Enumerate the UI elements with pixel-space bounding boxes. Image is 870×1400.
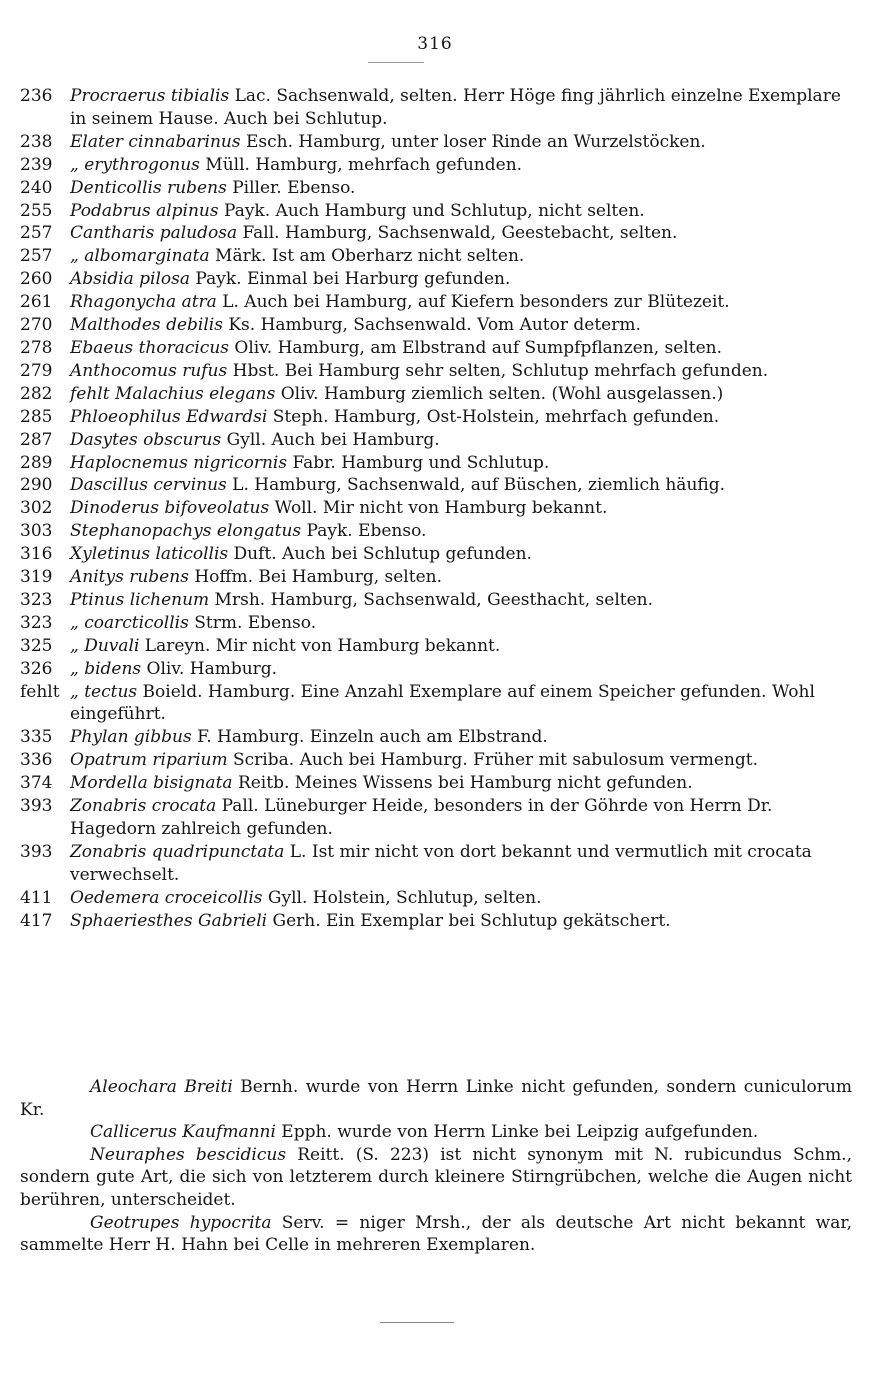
entry-text: Lac. Sachsenwald, selten. Herr Höge fing jährlich einzelne Exemplare in seinem Hause. Auch bei Schlutup. <box>70 86 841 129</box>
entry-number: 323 <box>20 589 53 610</box>
entry-number: 411 <box>20 887 53 908</box>
entry-number: 319 <box>20 567 53 588</box>
note-paragraph <box>20 1121 852 1144</box>
entry-number: 261 <box>20 292 53 313</box>
species-entry <box>20 360 852 383</box>
entry-number: 239 <box>20 154 53 175</box>
species-entry <box>20 681 852 727</box>
species-name: Stephanopachys elongatus <box>70 521 302 542</box>
page-number: 316 <box>417 34 453 54</box>
entry-number: 326 <box>20 658 53 679</box>
entry-text: Duft. Auch bei Schlutup gefunden. <box>228 544 532 565</box>
notes-section <box>20 1076 852 1257</box>
note-species-name: Neuraphes bescidicus <box>90 1144 287 1165</box>
species-entry <box>20 383 852 406</box>
species-entry <box>20 222 852 245</box>
entry-text: Strm. Ebenso. <box>188 612 317 633</box>
entry-number: 238 <box>20 131 53 152</box>
species-entry <box>20 245 852 268</box>
species-name: „ Duvali <box>70 635 140 656</box>
species-entry <box>20 772 852 795</box>
species-entry <box>20 154 852 177</box>
entry-number: 323 <box>20 612 53 633</box>
species-name: fehlt Malachius elegans <box>70 383 276 404</box>
entry-number: 278 <box>20 337 53 358</box>
note-text: Reitt. (S. 223) ist nicht synonym mit N. rubicundus Schm., sondern gute Art, die sich von letzterem durch kleinere Stirngrübchen, welche die Augen nicht berühren, unterscheidet. <box>20 1144 852 1210</box>
entry-text: Hbst. Bei Hamburg sehr selten, Schlutup mehrfach gefunden. <box>227 360 769 381</box>
species-entry <box>20 177 852 200</box>
species-name: Zonabris crocata <box>70 796 217 817</box>
entry-number: 287 <box>20 429 53 450</box>
species-name: Dasytes obscurus <box>70 429 222 450</box>
entry-number: 374 <box>20 773 53 794</box>
entry-text: Müll. Hamburg, mehrfach gefunden. <box>199 154 523 175</box>
species-name: Absidia pilosa <box>70 269 191 290</box>
entry-text: Fall. Hamburg, Sachsenwald, Geestebacht, selten. <box>237 223 678 244</box>
entry-number: 285 <box>20 406 53 427</box>
species-name: Ebaeus thoracicus <box>70 337 229 358</box>
species-name: Anitys rubens <box>70 567 189 588</box>
species-name: Anthocomus rufus <box>70 360 228 381</box>
species-entry <box>20 658 852 681</box>
note-text: Bernh. wurde von Herrn Linke nicht gefunden, sondern cuniculorum Kr. <box>20 1077 852 1120</box>
entry-text: Pall. Lüneburger Heide, besonders in der Göhrde von Herrn Dr. Hagedorn zahlreich gefunden. <box>70 796 773 839</box>
entry-text: Gyll. Holstein, Schlutup, selten. <box>262 887 542 908</box>
entry-number: 279 <box>20 360 53 381</box>
entry-text: Mrsh. Hamburg, Sachsenwald, Geesthacht, selten. <box>209 589 654 610</box>
species-entry <box>20 887 852 910</box>
species-name: „ tectus <box>70 681 138 702</box>
entry-text: Payk. Auch Hamburg und Schlutup, nicht selten. <box>218 200 645 221</box>
species-entry <box>20 314 852 337</box>
species-entry <box>20 589 852 612</box>
species-name: Opatrum riparium <box>70 750 228 771</box>
top-rule <box>368 62 424 63</box>
entry-number: 336 <box>20 750 53 771</box>
entry-text: Oliv. Hamburg ziemlich selten. (Wohl ausgelassen.) <box>275 383 724 404</box>
entry-text: Payk. Einmal bei Harburg gefunden. <box>190 269 511 290</box>
entry-text: Scriba. Auch bei Hamburg. Früher mit sabulosum vermengt. <box>227 750 758 771</box>
entry-text: Reitb. Meines Wissens bei Hamburg nicht gefunden. <box>232 773 693 794</box>
entry-number: 316 <box>20 544 53 565</box>
entry-text: Esch. Hamburg, unter loser Rinde an Wurzelstöcken. <box>240 131 706 152</box>
species-entry <box>20 841 852 887</box>
species-name: Podabrus alpinus <box>70 200 219 221</box>
species-name: Mordella bisignata <box>70 773 233 794</box>
species-entry <box>20 291 852 314</box>
species-name: Phylan gibbus <box>70 727 192 748</box>
entry-text: Ks. Hamburg, Sachsenwald. Vom Autor determ. <box>222 315 641 336</box>
species-name: Xyletinus laticollis <box>70 544 229 565</box>
note-species-name: Geotrupes hypocrita <box>90 1212 272 1233</box>
species-entry <box>20 85 852 131</box>
species-entry <box>20 520 852 543</box>
entry-number: 240 <box>20 177 53 198</box>
entry-number: 255 <box>20 200 53 221</box>
entry-number: 302 <box>20 498 53 519</box>
species-name: Procraerus tibialis <box>70 86 230 106</box>
entry-text: Oliv. Hamburg, am Elbstrand auf Sumpfpflanzen, selten. <box>229 337 722 358</box>
species-entry <box>20 910 852 933</box>
species-entry <box>20 429 852 452</box>
entry-text: Payk. Ebenso. <box>301 521 427 542</box>
entry-text: Fabr. Hamburg und Schlutup. <box>287 452 550 473</box>
entry-text: F. Hamburg. Einzeln auch am Elbstrand. <box>191 727 548 748</box>
entry-text: Märk. Ist am Oberharz nicht selten. <box>209 246 525 267</box>
note-species-name: Callicerus Kaufmanni <box>90 1122 276 1143</box>
entry-number: 257 <box>20 223 53 244</box>
note-text: Serv. = niger Mrsh., der als deutsche Art nicht bekannt war, sammelte Herr H. Hahn bei Celle in mehreren Exemplaren. <box>20 1212 852 1256</box>
entry-text: Woll. Mir nicht von Hamburg bekannt. <box>269 498 608 519</box>
entry-text: L. Auch bei Hamburg, auf Kiefern besonders zur Blütezeit. <box>216 292 730 313</box>
species-entry <box>20 131 852 154</box>
species-entry <box>20 200 852 223</box>
species-entry <box>20 406 852 429</box>
note-paragraph <box>20 1076 852 1121</box>
species-name: Phloeophilus Edwardsi <box>70 406 268 427</box>
species-name: Haplocnemus nigricornis <box>70 452 288 473</box>
entry-number: 260 <box>20 269 53 290</box>
entry-text: L. Ist mir nicht von dort bekannt und vermutlich mit crocata verwechselt. <box>70 841 812 885</box>
species-name: Sphaeriesthes Gabrieli <box>70 910 268 931</box>
species-name: Oedemera croceicollis <box>70 887 263 908</box>
entry-text: Gyll. Auch bei Hamburg. <box>221 429 440 450</box>
note-paragraph <box>20 1212 852 1257</box>
species-name: „ coarcticollis <box>70 612 189 633</box>
entry-number: 282 <box>20 383 53 404</box>
species-name: „ erythrogonus <box>70 154 200 175</box>
entry-text: Steph. Hamburg, Ost-Holstein, mehrfach gefunden. <box>267 406 720 427</box>
entry-number: 393 <box>20 796 53 817</box>
note-species-name: Aleochara Breiti <box>90 1077 233 1097</box>
species-entry <box>20 566 852 589</box>
species-name: Elater cinnabarinus <box>70 131 241 152</box>
entry-text: Boield. Hamburg. Eine Anzahl Exemplare auf einem Speicher gefunden. Wohl eingeführt. <box>70 681 815 725</box>
entry-text: Piller. Ebenso. <box>226 177 356 198</box>
entry-text: L. Hamburg, Sachsenwald, auf Büschen, ziemlich häufig. <box>226 475 726 496</box>
species-entry <box>20 635 852 658</box>
species-name: Denticollis rubens <box>70 177 227 198</box>
species-entry <box>20 795 852 841</box>
entry-number: 417 <box>20 910 53 931</box>
note-text: Epph. wurde von Herrn Linke bei Leipzig aufgefunden. <box>275 1122 759 1143</box>
entry-number: 303 <box>20 521 53 542</box>
species-name: Rhagonycha atra <box>70 292 217 313</box>
entry-text: Oliv. Hamburg. <box>141 658 278 679</box>
entry-number: fehlt <box>20 681 60 702</box>
species-entry <box>20 474 852 497</box>
species-name: „ albomarginata <box>70 246 210 267</box>
species-entry <box>20 543 852 566</box>
species-entry <box>20 497 852 520</box>
entry-number: 257 <box>20 246 53 267</box>
species-name: Dascillus cervinus <box>70 475 227 496</box>
entry-number: 393 <box>20 841 53 862</box>
species-entry <box>20 726 852 749</box>
note-paragraph <box>20 1144 852 1212</box>
species-name: „ bidens <box>70 658 142 679</box>
entry-text: Hoffm. Bei Hamburg, selten. <box>188 567 442 588</box>
species-entry <box>20 337 852 360</box>
entry-text: Lareyn. Mir nicht von Hamburg bekannt. <box>139 635 501 656</box>
species-name: Zonabris quadripunctata <box>70 841 285 862</box>
species-entry <box>20 612 852 635</box>
species-name: Cantharis paludosa <box>70 223 238 244</box>
species-entry <box>20 749 852 772</box>
entry-number: 290 <box>20 475 53 496</box>
entry-number: 270 <box>20 315 53 336</box>
entry-text: Gerh. Ein Exemplar bei Schlutup gekätschert. <box>267 910 671 931</box>
species-name: Dinoderus bifoveolatus <box>70 498 270 519</box>
species-list <box>20 85 852 933</box>
species-entry <box>20 268 852 291</box>
bottom-rule <box>380 1322 454 1323</box>
entry-number: 289 <box>20 452 53 473</box>
entry-number: 335 <box>20 727 53 748</box>
species-name: Malthodes debilis <box>70 315 223 336</box>
entry-number: 236 <box>20 86 53 106</box>
entry-number: 325 <box>20 635 53 656</box>
species-name: Ptinus lichenum <box>70 589 210 610</box>
species-entry <box>20 452 852 475</box>
